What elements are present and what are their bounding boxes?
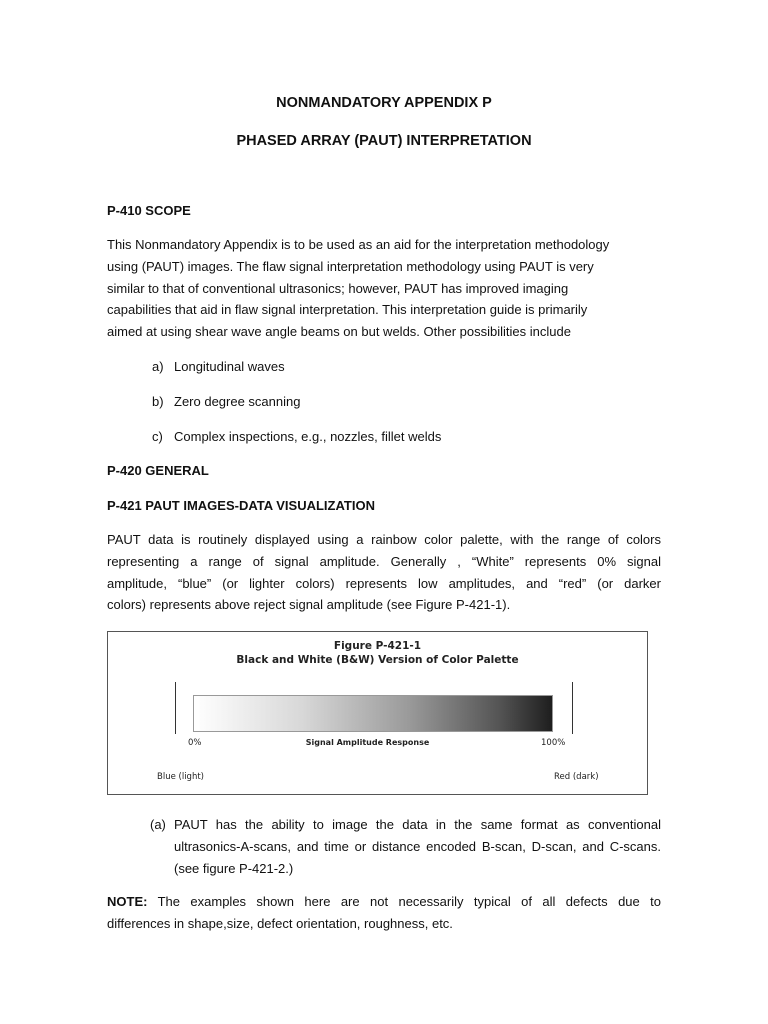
paragraph-line: capabilities that aid in flaw signal interpretation. This interpretation guide is primarily [107,302,588,318]
max-label: 100% [541,738,566,748]
figure-title: Figure P-421-1 [333,640,422,652]
paut-paragraph [107,529,661,616]
sub-item-body [174,814,661,879]
min-label: 0% [188,738,202,748]
figure-subtitle: Black and White (B&W) Version of Color Palette [236,654,519,666]
color-palette-figure [107,631,648,795]
paragraph-line [107,891,661,913]
note-label: NOTE: [107,894,148,909]
dark-end-label: Red (dark) [554,772,599,782]
list-item [152,429,441,444]
paragraph-line: representing a range of signal amplitude. Generally , “White” represents 0% signal [107,553,661,569]
paragraph-line: differences in shape,size, defect orientation, roughness, etc. [107,915,453,931]
paragraph-line: This Nonmandatory Appendix is to be used as an aid for the interpretation methodology [107,237,610,252]
list-marker: a) [152,359,164,374]
list-item [152,359,285,374]
note-text: The examples shown here are not necessarily typical of all defects due to [147,894,661,909]
paragraph-line: PAUT data is routinely displayed using a rainbow color palette, with the range of colors [107,532,661,547]
list-item-text: Complex inspections, e.g., nozzles, fillet welds [174,429,442,444]
list-item-text: Zero degree scanning [174,394,301,409]
paragraph-line: amplitude, “blue” (or lighter colors) represents low amplitudes, and “red” (or darker [107,575,661,591]
sub-item-a [150,814,661,879]
paragraph-line: colors) represents above reject signal amplitude (see Figure P-421-1). [107,597,511,613]
scope-heading: P-410 SCOPE [107,203,191,218]
appendix-title: NONMANDATORY APPENDIX P [276,95,492,111]
general-heading: P-420 GENERAL [107,463,209,478]
appendix-subject-title: PHASED ARRAY (PAUT) INTERPRETATION [236,133,532,149]
paut-visualization-heading: P-421 PAUT IMAGES-DATA VISUALIZATION [107,498,375,513]
list-item-text: Longitudinal waves [174,359,285,374]
light-end-label: Blue (light) [157,772,204,782]
grayscale-gradient-bar [193,695,553,732]
paragraph-line: (see figure P-421-2.) [174,860,294,876]
paragraph-line: similar to that of conventional ultrasonics; however, PAUT has improved imaging [107,280,569,296]
paragraph-line: aimed at using shear wave angle beams on but welds. Other possibilities include [107,324,571,340]
list-marker: b) [152,394,164,409]
list-item [152,394,300,409]
axis-label: Signal Amplitude Response [305,738,430,747]
note-paragraph [107,891,661,935]
paragraph-line: ultrasonics-A-scans, and time or distance encoded B-scan, D-scan, and C-scans. [174,838,661,854]
paragraph-line: PAUT has the ability to image the data in the same format as conventional [174,817,661,832]
sub-item-marker: (a) [150,817,166,832]
scope-paragraph [107,234,667,343]
list-marker: c) [152,429,163,444]
paragraph-line: using (PAUT) images. The flaw signal interpretation methodology using PAUT is very [107,258,594,274]
